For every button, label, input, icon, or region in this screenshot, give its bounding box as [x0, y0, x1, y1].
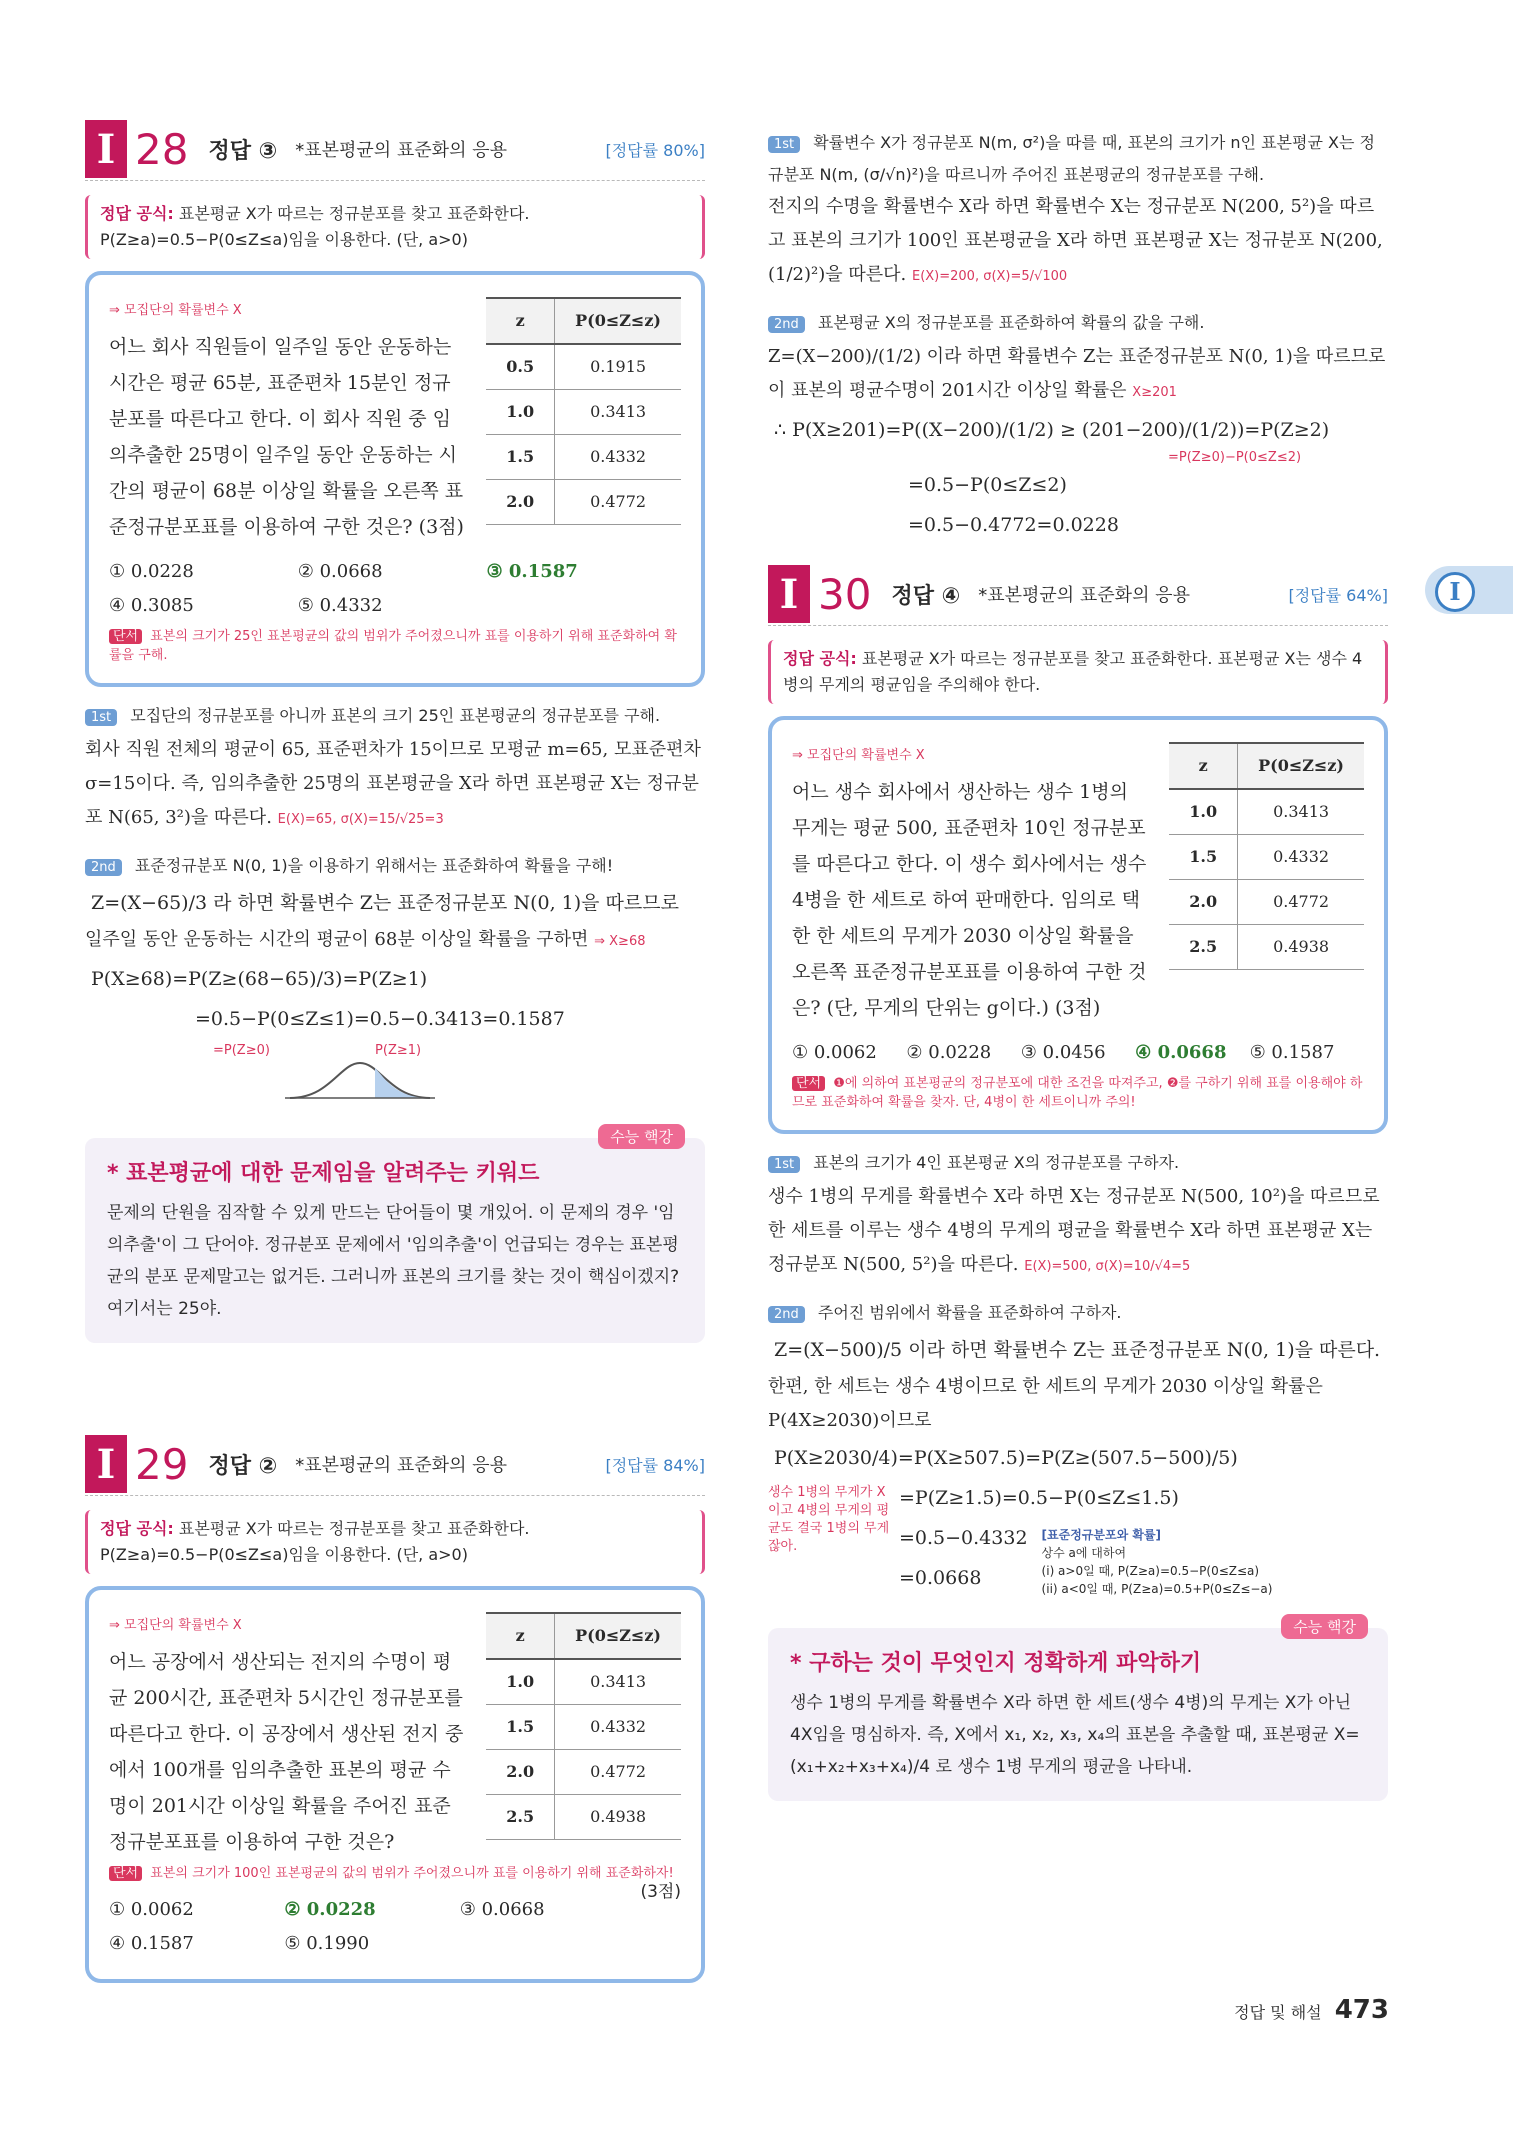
s1-note: E(X)=500, σ(X)=10/√4=5	[1024, 1259, 1191, 1274]
choice-1[interactable]: ① 0.0062	[792, 1042, 877, 1063]
step2-text: 주어진 범위에서 확률을 표준화하여 구하자.	[817, 1303, 1122, 1322]
cell: 1.0	[1169, 789, 1237, 835]
q28-eq2: =0.5−P(0≤Z≤1)=0.5−0.3413=0.1587	[195, 1008, 565, 1030]
q28-eq2-note-row	[85, 1039, 705, 1058]
hint-tag: 단서	[109, 629, 142, 644]
q28-population-note: ⇒ 모집단의 확률변수 X	[109, 303, 242, 318]
q29-problem-box	[85, 1586, 705, 1983]
cell: 1.5	[486, 1705, 554, 1750]
sol1-note: E(X)=65, σ(X)=15/√25=3	[277, 812, 444, 827]
table-row	[486, 480, 681, 525]
cell: 1.0	[486, 1659, 554, 1705]
cell: 2.0	[1169, 880, 1237, 925]
table-row	[486, 435, 681, 480]
sol1-text: 회사 직원 전체의 평균이 65, 표준편차가 15이므로 모평균 m=65, 모표준편차 σ=15이다. 즉, 임의추출한 25명의 표본평균을 X라 하면 표본평균 X는 정규분포 N(65, 3²)을 따른다.	[85, 739, 701, 828]
cell: 1.5	[486, 435, 554, 480]
q30-step2	[768, 1298, 1388, 1330]
cell: 0.4772	[555, 480, 681, 525]
q30-eq3: =0.5−0.4332	[899, 1527, 1028, 1549]
choice-5[interactable]: ⑤ 0.1587	[1249, 1042, 1335, 1063]
table-row	[486, 1750, 681, 1795]
q28-sol3	[85, 923, 705, 959]
choice-3-correct[interactable]: ③ 0.1587	[486, 561, 578, 582]
left-column	[85, 118, 705, 1983]
q30-number: 30	[818, 569, 872, 619]
right-column	[768, 128, 1388, 1801]
spacer	[85, 1343, 705, 1433]
cell: 0.4772	[555, 1750, 681, 1795]
sol3-note: ⇒ X≥68	[594, 934, 646, 949]
cell: 0.3413	[555, 390, 681, 435]
q29-answer: 정답 ②	[208, 1453, 278, 1479]
step-badge-2nd: 2nd	[768, 1306, 805, 1323]
sol29-eq1: ∴ P(X≥201)=P((X−200)/(1/2) ≥ (201−200)/(1/2))=P(Z≥2)	[774, 419, 1330, 441]
table-row	[1169, 925, 1364, 970]
footer-title: 정답 및 해설	[1234, 2003, 1322, 2022]
q30-choices	[792, 1036, 1364, 1070]
page-footer	[1234, 1995, 1389, 2025]
step-badge-1st: 1st	[85, 709, 117, 726]
table-row	[486, 390, 681, 435]
q29-problem-text: 어느 공장에서 생산되는 전지의 수명이 평균 200시간, 표준편차 5시간인 정규분포를 따른다고 한다. 이 공장에서 생산된 전지 중에서 100개를 임의추출한 표본의 평균 수명이 201시간 이상일 확률을 주어진 표준정규분포표를 이용하여 구한 것은?	[109, 1651, 464, 1853]
s1-text: 생수 1병의 무게를 확률변수 X라 하면 X는 정규분포 N(500, 10²)을 따르므로 한 세트를 이루는 생수 4병의 무게의 평균을 확률변수 X라 하면 표본평균 X는 정규분포 N(500, 5²)을 따른다.	[768, 1186, 1380, 1275]
q28-badge: I	[85, 120, 127, 178]
q28-problem-text: 어느 회사 직원들이 일주일 동안 운동하는 시간은 평균 65분, 표준편차 15분인 정규분포를 따른다고 한다. 이 회사 직원 중 임의추출한 25명이 일주일 동안 운동하는 시간의 평균이 68분 이상일 확률을 오른쪽 표준정규분포표를 이용하여 구한 것은? (3점)	[109, 336, 464, 538]
step2-text: 표준정규분포 N(0, 1)을 이용하기 위해서는 표준화하여 확률을 구해!	[134, 856, 614, 875]
table-header: P(0≤Z≤z)	[555, 1613, 681, 1659]
q30-eq4: =0.0668	[899, 1567, 982, 1589]
q28-header	[85, 118, 705, 181]
sol29-eq2: =0.5−P(0≤Z≤2)	[908, 474, 1067, 496]
cell: 0.4938	[555, 1795, 681, 1840]
q30-badge: I	[768, 565, 810, 623]
table-row	[486, 344, 681, 390]
choice-4[interactable]: ④ 0.1587	[109, 1933, 194, 1954]
q28-eq1: P(X≥68)=P(Z≥(68−65)/3)=P(Z≥1)	[91, 968, 428, 990]
q29-hint	[109, 1864, 681, 1902]
choice-3[interactable]: ③ 0.0456	[1020, 1042, 1106, 1063]
cell: 1.0	[486, 390, 554, 435]
p2-note: X≥201	[1132, 385, 1177, 400]
sol29-step2	[768, 308, 1388, 340]
q30-population-note: ⇒ 모집단의 확률변수 X	[792, 748, 925, 763]
q29-topic: *표본평균의 표준화의 응용	[295, 1455, 507, 1476]
cell: 0.4332	[555, 1705, 681, 1750]
q28-tip-box	[85, 1128, 705, 1343]
cell: 2.0	[486, 480, 554, 525]
hint-text: 표본의 크기가 100인 표본평균의 값의 범위가 주어졌으니까 표를 이용하기 위해 표준화하자!	[150, 1866, 674, 1881]
choice-4[interactable]: ④ 0.3085	[109, 595, 194, 616]
cell: 0.5	[486, 344, 554, 390]
q29-badge: I	[85, 1435, 127, 1493]
cell: 2.5	[486, 1795, 554, 1840]
page-number: 473	[1334, 1995, 1389, 2025]
rule-1: (i) a>0일 때, P(Z≥a)=0.5−P(0≤Z≤a)	[1041, 1564, 1260, 1578]
q28-z-table	[486, 297, 681, 525]
cell: 2.0	[486, 1750, 554, 1795]
cell: 2.5	[1169, 925, 1237, 970]
step-badge-1st: 1st	[768, 136, 800, 153]
tip-label: 수능 핵강	[598, 1124, 685, 1149]
q29-rate: [정답률 84%]	[605, 1455, 705, 1475]
table-row	[1169, 880, 1364, 925]
choice-3[interactable]: ③ 0.0668	[459, 1899, 545, 1920]
table-header: z	[486, 1613, 554, 1659]
cell: 0.1915	[555, 344, 681, 390]
tip-title: * 구하는 것이 무엇인지 정확하게 파악하기	[790, 1651, 1202, 1676]
q30-problem-text: 어느 생수 회사에서 생산하는 생수 1병의 무게는 평균 500, 표준편차 10인 정규분포를 따른다고 한다. 이 생수 회사에서는 생수 4병을 한 세트로 하여 판매한다. 임의로 택한 한 세트의 무게가 2030 이상일 확률을 오른쪽 표준정규분포표를 이용하여 구한 것은? (단, 무게의 단위는 g이다.) (3점)	[792, 781, 1147, 1019]
sol29-p2	[768, 340, 1388, 410]
q30-step1	[768, 1148, 1388, 1180]
hint-text: 표본의 크기가 25인 표본평균의 값의 범위가 주어졌으니까 표를 이용하기 위해 표준화하여 확률을 구해.	[109, 629, 677, 663]
q28-step2	[85, 851, 705, 883]
q30-answer: 정답 ④	[891, 583, 961, 609]
hint-tag: 단서	[109, 1866, 142, 1881]
q30-header	[768, 563, 1388, 626]
q28-sol1	[85, 733, 705, 837]
step-badge-2nd: 2nd	[85, 859, 122, 876]
q29-formula	[85, 1510, 705, 1574]
q30-eq-rule-row	[893, 1518, 1388, 1598]
step-badge-2nd: 2nd	[768, 316, 805, 333]
q29-points: (3점)	[640, 1882, 681, 1902]
q29-formula-label: 정답 공식:	[100, 1519, 174, 1538]
q28-formula	[85, 195, 705, 259]
spacer	[768, 545, 1388, 563]
step2-text: 표본평균 X의 정규분포를 표준화하여 확률의 값을 구해.	[817, 313, 1205, 332]
q29-choices	[109, 1893, 640, 1961]
sol3-text: 일주일 동안 운동하는 시간의 평균이 68분 이상일 확률을 구하면	[85, 929, 589, 950]
chapter-side-tab[interactable]	[1425, 566, 1513, 614]
q30-eq-block	[768, 1478, 1388, 1598]
table-header: z	[1169, 743, 1237, 789]
cell: 0.3413	[1238, 789, 1364, 835]
tip-text: 문제의 단원을 짐작할 수 있게 만드는 단어들이 몇 개있어. 이 문제의 경우 '임의추출'이 그 단어야. 정규분포 문제에서 '임의추출'이 언급되는 경우는 표본평균의 분포 문제말고는 없거든. 그러니까 표본의 크기를 찾는 것이 핵심이겠지? 여기서는 25야.	[107, 1203, 680, 1319]
choice-2[interactable]: ② 0.0228	[906, 1042, 992, 1063]
table-row	[486, 1705, 681, 1750]
choice-1[interactable]: ① 0.0228	[109, 561, 194, 582]
tip-label: 수능 핵강	[1281, 1614, 1368, 1639]
cell: 0.4332	[555, 435, 681, 480]
table-row	[486, 1659, 681, 1705]
q29-number: 29	[135, 1439, 189, 1489]
q30-topic: *표본평균의 표준화의 응용	[978, 585, 1190, 606]
q30-hint	[792, 1074, 1364, 1112]
p1-text: 전지의 수명을 확률변수 X라 하면 확률변수 X는 정규분포 N(200, 5²)을 따르고 표본의 크기가 100인 표본평균을 X라 하면 표본평균 X는 정규분포 N(200, (1/2)²)을 따른다.	[768, 196, 1383, 285]
q30-s2: Z=(X−500)/5 이라 하면 확률변수 Z는 표준정규분포 N(0, 1)을 따른다.	[774, 1339, 1381, 1361]
step1-text: 모집단의 정규분포를 아니까 표본의 크기 25인 표본평균의 정규분포를 구해.	[130, 706, 661, 725]
q30-z-table	[1169, 742, 1364, 970]
step-badge-1st: 1st	[768, 1156, 800, 1173]
hint-tag: 단서	[792, 1076, 825, 1091]
table-header: z	[486, 298, 554, 344]
q30-eq-left	[893, 1518, 1028, 1598]
choice-4-correct[interactable]: ④ 0.0668	[1135, 1042, 1227, 1063]
choice-2-correct[interactable]: ② 0.0228	[284, 1899, 376, 1920]
q30-tip-box	[768, 1618, 1388, 1801]
q28-bell-label: P(Z≥1)	[375, 1043, 422, 1058]
sol29-p1	[768, 190, 1388, 294]
q30-rate: [정답률 64%]	[1288, 585, 1388, 605]
q28-answer: 정답 ③	[208, 138, 278, 164]
tip-text: 생수 1병의 무게를 확률변수 X라 하면 한 세트(생수 4병)의 무게는 X가 아닌 4X임을 명심하자. 즉, X에서 x₁, x₂, x₃, x₄의 표본을 추출할 때, 표본평균 X=(x₁+x₂+x₃+x₄)/4 로 생수 1병 무게의 평균을 나타내.	[790, 1693, 1360, 1777]
rule-title: [표준정규분포와 확률]	[1041, 1528, 1162, 1542]
q30-s1	[768, 1180, 1388, 1284]
table-header: P(0≤Z≤z)	[555, 298, 681, 344]
q28-step1	[85, 701, 705, 733]
sol29-eq1-note: =P(Z≥0)−P(0≤Z≤2)	[1168, 450, 1302, 465]
cell: 0.3413	[555, 1659, 681, 1705]
q30-formula-text: 표본평균 X가 따르는 정규분포를 찾고 표준화한다. 표본평균 X는 생수 4병의 무게의 평균임을 주의해야 한다.	[783, 649, 1363, 694]
q28-formula-label: 정답 공식:	[100, 204, 174, 223]
table-row	[1169, 835, 1364, 880]
choice-5[interactable]: ⑤ 0.4332	[297, 595, 383, 616]
q28-choices	[109, 555, 681, 623]
table-row	[1169, 789, 1364, 835]
table-row	[486, 1795, 681, 1840]
q30-rule	[1028, 1518, 1273, 1598]
sol29-step1	[768, 128, 1388, 190]
q30-problem-box	[768, 716, 1388, 1134]
table-header: P(0≤Z≤z)	[1238, 743, 1364, 789]
chapter-icon: I	[1435, 572, 1475, 612]
q29-population-note: ⇒ 모집단의 확률변수 X	[109, 1618, 242, 1633]
q30-side-note: 생수 1병의 무게가 X이고 4병의 무게의 평균도 결국 1병의 무게잖아.	[768, 1485, 890, 1554]
q29-z-table	[486, 1612, 681, 1840]
cell: 0.4772	[1238, 880, 1364, 925]
q28-bell-curve	[285, 1058, 435, 1108]
q30-formula	[768, 640, 1388, 704]
q30-s3: 한편, 한 세트는 생수 4병이므로 한 세트의 무게가 2030 이상일 확률은 P(4X≥2030)이므로	[768, 1376, 1323, 1431]
q30-formula-label: 정답 공식:	[783, 649, 857, 668]
q29-formula-text: 표본평균 X가 따르는 정규분포를 찾고 표준화한다. P(Z≥a)=0.5−P(0≤Z≤a)임을 이용한다. (단, a>0)	[100, 1519, 530, 1564]
q28-rate: [정답률 80%]	[605, 140, 705, 160]
p1-note: E(X)=200, σ(X)=5/√100	[911, 269, 1068, 284]
q30-eq2: =P(Z≥1.5)=0.5−P(0≤Z≤1.5)	[899, 1487, 1179, 1509]
q28-formula-text: 표본평균 X가 따르는 정규분포를 찾고 표준화한다. P(Z≥a)=0.5−P(0≤Z≤a)임을 이용한다. (단, a>0)	[100, 204, 530, 249]
step1-text: 표본의 크기가 4인 표본평균 X의 정규분포를 구하자.	[813, 1153, 1180, 1172]
rule-sub: 상수 a에 대하여	[1041, 1546, 1127, 1560]
q28-sol2: Z=(X−65)/3 라 하면 확률변수 Z는 표준정규분포 N(0, 1)을 따르므로	[91, 892, 679, 914]
p2-text: Z=(X−200)/(1/2) 이라 하면 확률변수 Z는 표준정규분포 N(0, 1)을 따르므로 이 표본의 평균수명이 201시간 이상일 확률은	[768, 346, 1386, 401]
hint-text: ❶에 의하여 표본평균의 정규분포에 대한 조건을 따져주고, ❷를 구하기 위해 표를 이용해야 하므로 표준화하여 확률을 찾자. 단, 4병이 한 세트이니까 주의!	[792, 1076, 1363, 1110]
choice-2[interactable]: ② 0.0668	[297, 561, 383, 582]
q30-eq-lines	[893, 1478, 1388, 1598]
q28-hint	[109, 627, 681, 665]
q28-number: 28	[135, 124, 189, 174]
q28-topic: *표본평균의 표준화의 응용	[295, 140, 507, 161]
step1-text: 확률변수 X가 정규분포 N(m, σ²)을 따를 때, 표본의 크기가 n인 표본평균 X는 정규분포 N(m, (σ/√n)²)을 따르니까 주어진 표본평균의 정규분포를 구해.	[768, 133, 1375, 184]
choice-5[interactable]: ⑤ 0.1990	[284, 1933, 370, 1954]
q28-eq2-note: =P(Z≥0)	[213, 1043, 270, 1058]
sol29-eq3: =0.5−0.4772=0.0228	[908, 514, 1119, 536]
rule-2: (ii) a<0일 때, P(Z≥a)=0.5+P(0≤Z≤−a)	[1041, 1582, 1273, 1596]
cell: 1.5	[1169, 835, 1237, 880]
cell: 0.4332	[1238, 835, 1364, 880]
cell: 0.4938	[1238, 925, 1364, 970]
q30-eq1: P(X≥2030/4)=P(X≥507.5)=P(Z≥(507.5−500)/5)	[774, 1447, 1238, 1469]
q28-problem-box	[85, 271, 705, 687]
q29-header	[85, 1433, 705, 1496]
tip-title: * 표본평균에 대한 문제임을 알려주는 키워드	[107, 1161, 540, 1186]
choice-1[interactable]: ① 0.0062	[109, 1899, 194, 1920]
